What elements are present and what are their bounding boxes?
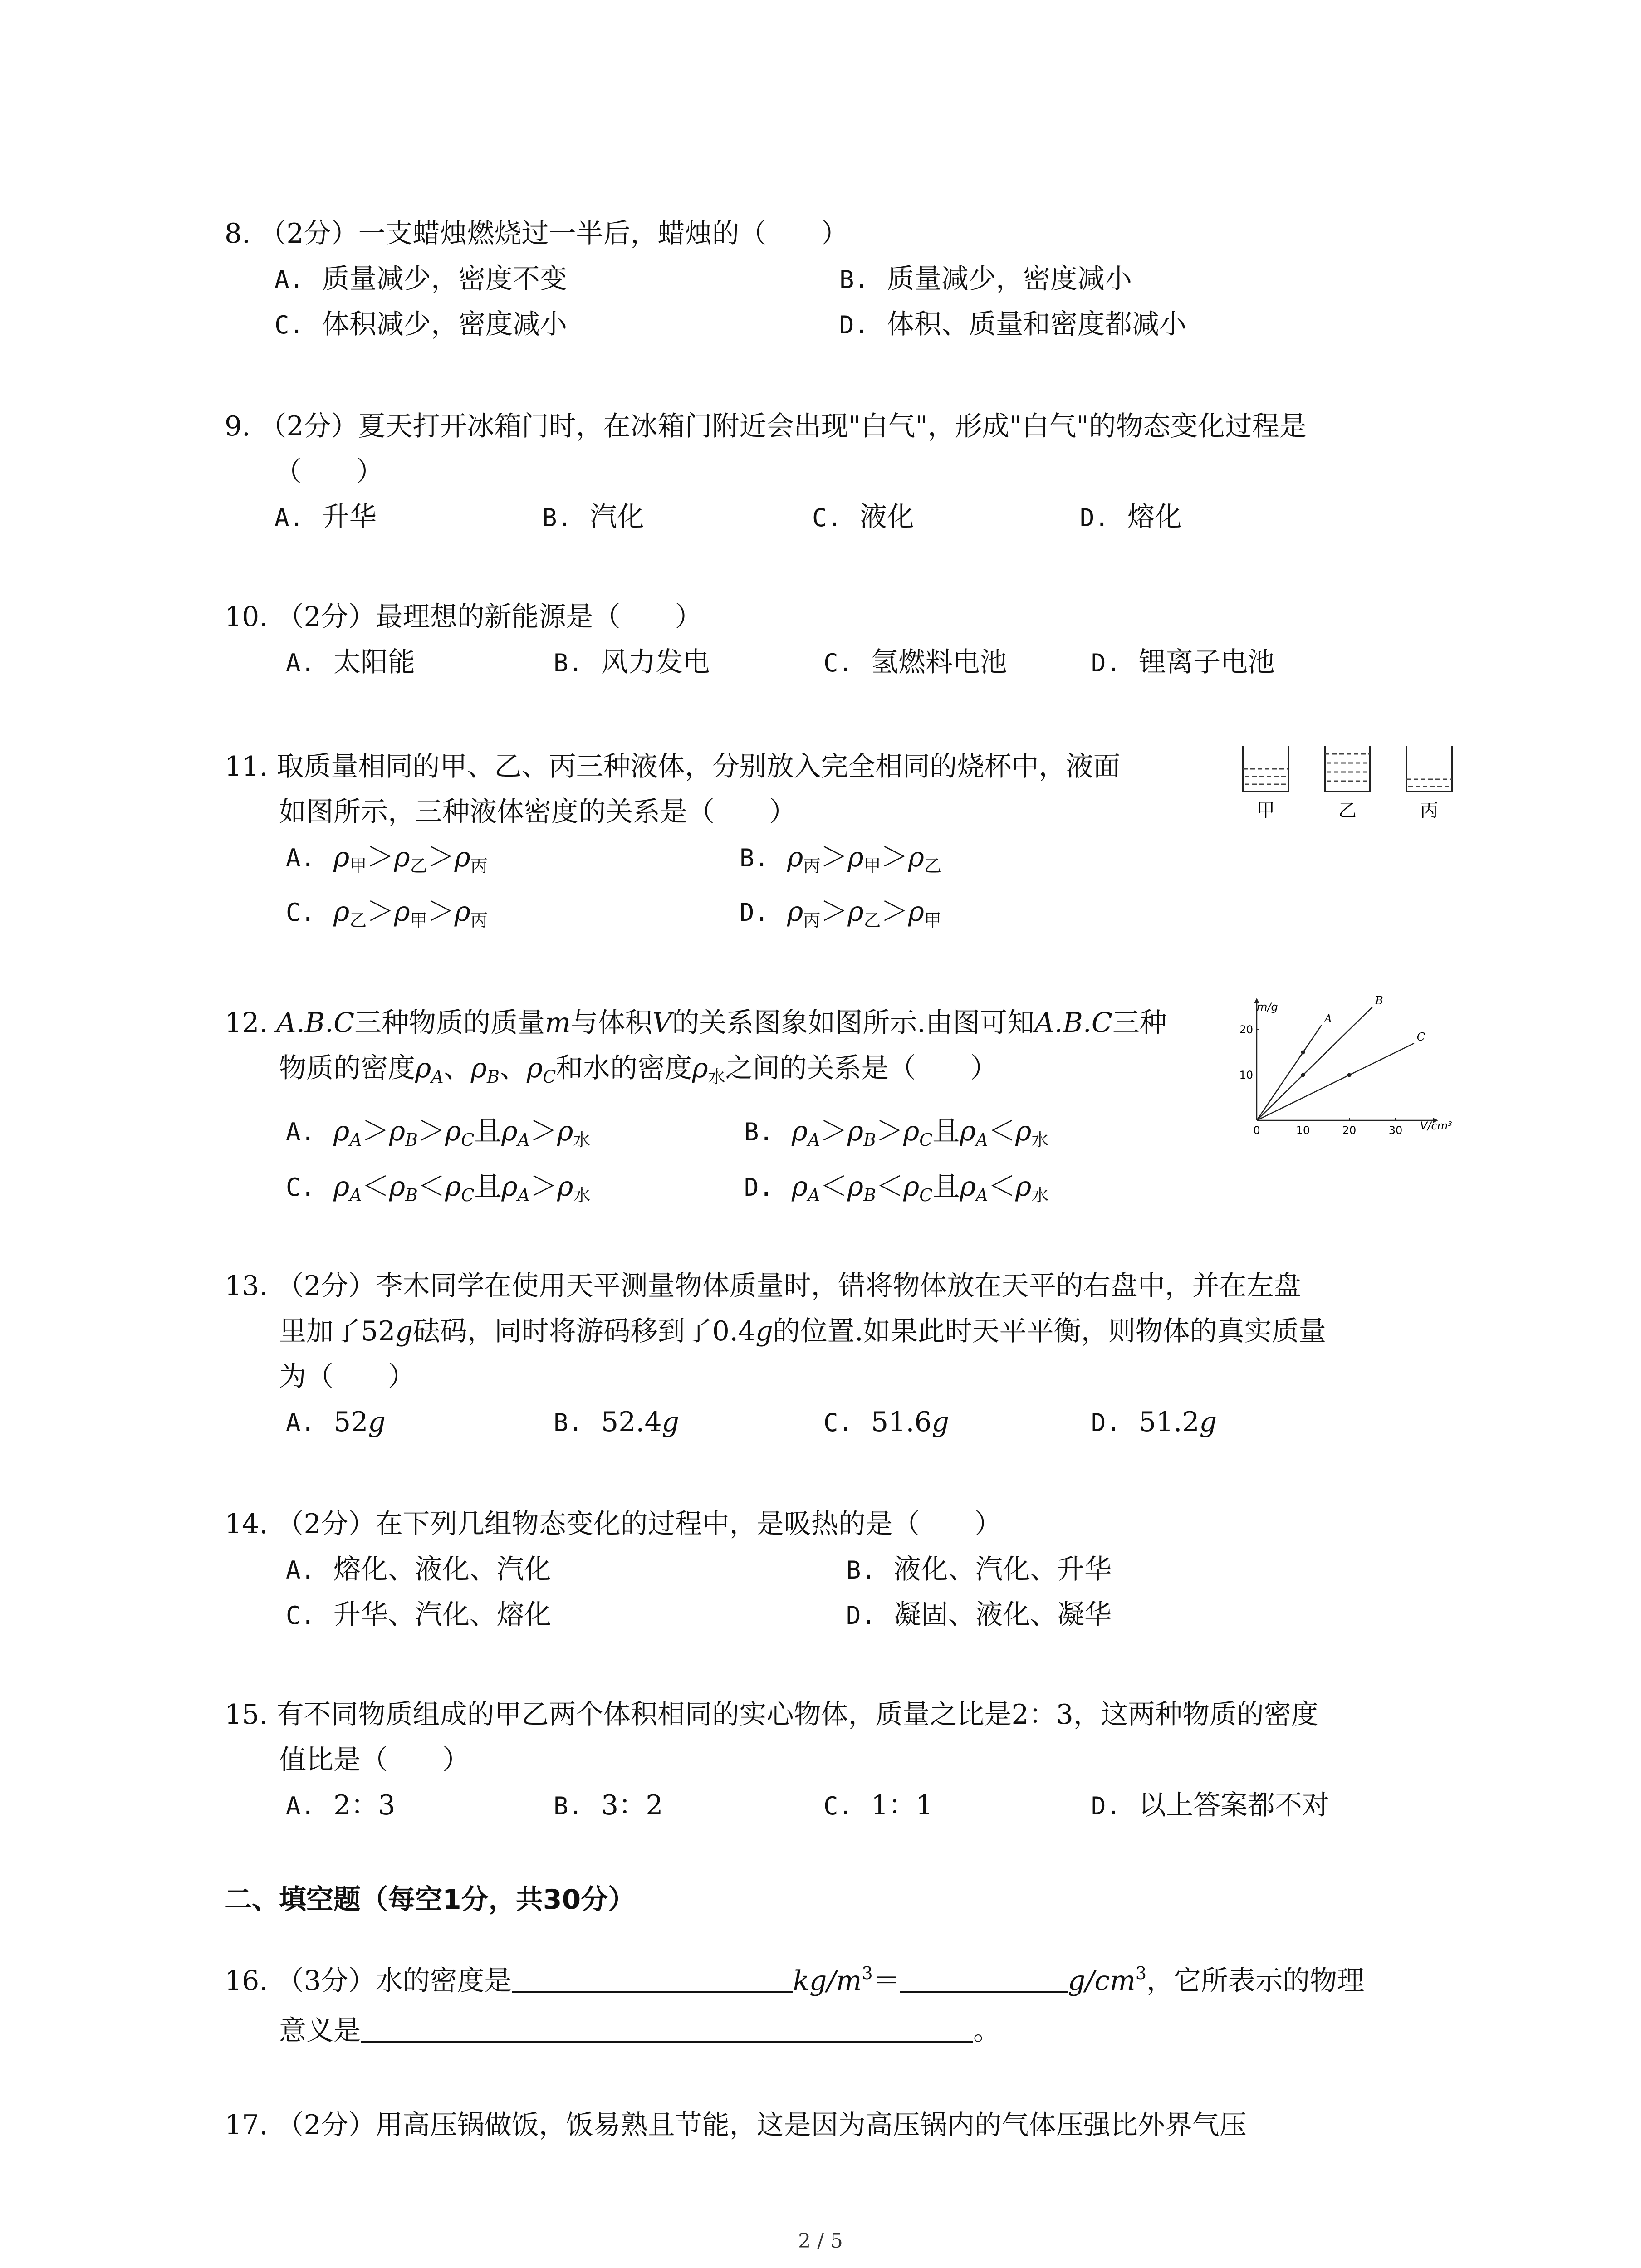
page-number: 2 / 5 [798, 2229, 843, 2253]
q8-option-d[interactable]: D. 体积、质量和密度都减小 [839, 308, 1187, 340]
question-14-options-row2 [225, 1592, 1468, 1637]
series-point-c [1347, 1073, 1352, 1077]
section-title-fill-in: 二、填空题（每空1分，共30分） [225, 1884, 636, 1916]
question-8-options-row2 [225, 302, 1468, 347]
question-13-stem: 13. （2分）李木同学在使用天平测量物体质量时，错将物体放在天平的右盘中，并在左盘 [225, 1270, 1301, 1302]
series-point-b [1301, 1073, 1305, 1077]
question-8-options-row1 [225, 256, 1468, 302]
question-9-options [225, 494, 1468, 540]
q10-option-d[interactable]: D. 锂离子电池 [1091, 646, 1275, 678]
series-label-b: B [1375, 994, 1383, 1007]
q8-option-a[interactable]: A. 质量减少，密度不变 [274, 263, 568, 295]
question-9 [225, 404, 1468, 540]
question-9-stem-line2: （ ） [274, 456, 383, 488]
q13-option-b[interactable]: B. 52.4g [554, 1406, 680, 1438]
q15-option-a[interactable]: A. 2：3 [286, 1789, 396, 1821]
question-13-stem-line2: 里加了52g砝码，同时将游码移到了0.4g的位置.如果此时天平平衡，则物体的真实质量 [279, 1315, 1326, 1347]
question-15-stem: 15. 有不同物质组成的甲乙两个体积相同的实心物体，质量之比是2：3，这两种物质的密度 [225, 1699, 1318, 1730]
q16-blank-3[interactable] [361, 2014, 973, 2043]
question-12-options-row2 [225, 1164, 1468, 1209]
question-17 [225, 2102, 1468, 2148]
question-13 [225, 1263, 1468, 1445]
beakers-figure [1239, 744, 1465, 821]
question-8 [225, 211, 1468, 347]
question-14-stem: 14. （2分）在下列几组物态变化的过程中，是吸热的是（ ） [225, 1508, 1002, 1540]
q15-option-c[interactable]: C. 1：1 [823, 1789, 933, 1821]
q14-option-c[interactable]: C. 升华、汽化、熔化 [286, 1599, 552, 1631]
question-11-options-row2 [225, 889, 1468, 934]
question-10 [225, 594, 1468, 685]
q8-option-b[interactable]: B. 质量减少，密度减小 [839, 263, 1132, 295]
question-9-stem: 9. （2分）夏天打开冰箱门时，在冰箱门附近会出现"白气"，形成"白气"的物态变化过程是 [225, 411, 1307, 442]
q10-option-c[interactable]: C. 氢燃料电池 [823, 646, 1008, 678]
question-13-options [225, 1399, 1468, 1445]
question-15 [225, 1692, 1468, 1828]
q14-option-b[interactable]: B. 液化、汽化、升华 [846, 1554, 1112, 1585]
question-12-stem-line2: 物质的密度$\rho_A$、$\rho_B$、$\rho_C$和水的密度$\rho_水$之间的关系是（ ） [279, 1052, 998, 1087]
x-tick-label: 10 [1296, 1124, 1310, 1137]
q12-option-a[interactable]: A. $\rho_A>\rho_B>\rho_C$且$\rho_A>\rho_水$ [286, 1115, 591, 1150]
q16-blank-1[interactable] [512, 1964, 793, 1993]
question-11-stem-line2: 如图所示，三种液体密度的关系是（ ） [279, 796, 796, 828]
series-line-c [1257, 1043, 1414, 1120]
question-17-stem: 17. （2分）用高压锅做饭，饭易熟且节能，这是因为高压锅内的气体压强比外界气压 [225, 2109, 1247, 2141]
question-8-stem: 8. （2分）一支蜡烛燃烧过一半后，蜡烛的（ ） [225, 218, 848, 249]
question-12-stem: 12. A.B.C三种物质的质量m与体积V的关系图象如图所示.由图可知A.B.C三种 [225, 1007, 1167, 1039]
q11-option-d[interactable]: D. $\rho_丙>\rho_乙>\rho_甲$ [740, 896, 941, 930]
question-10-stem: 10. （2分）最理想的新能源是（ ） [225, 601, 702, 633]
question-15-options [225, 1783, 1468, 1828]
beaker-bing [1406, 746, 1452, 821]
mass-volume-graph [1239, 993, 1461, 1143]
q16-blank-2[interactable] [900, 1964, 1068, 1993]
q13-option-c[interactable]: C. 51.6g [823, 1406, 950, 1438]
question-14-options-row1 [225, 1547, 1468, 1592]
question-11-stem: 11. 取质量相同的甲、乙、丙三种液体，分别放入完全相同的烧杯中，液面 [225, 751, 1121, 782]
question-16-stem: 16. （3分）水的密度是 $kg/m^3= g/cm^3$，它所表示的物理 [225, 1963, 1365, 1997]
series-line-a [1257, 1025, 1322, 1120]
x-tick-label: 0 [1253, 1124, 1260, 1137]
beaker-jia [1243, 746, 1288, 821]
question-16 [225, 1950, 1468, 2053]
q9-option-c[interactable]: C. 液化 [812, 501, 915, 533]
q9-option-b[interactable]: B. 汽化 [542, 501, 645, 533]
q11-option-c[interactable]: C. $\rho_乙>\rho_甲>\rho_丙$ [286, 896, 488, 930]
beaker-label-yi: 乙 [1338, 800, 1357, 821]
q13-option-a[interactable]: A. 52g [286, 1406, 386, 1438]
q13-option-d[interactable]: D. 51.2g [1091, 1406, 1217, 1438]
q14-option-a[interactable]: A. 熔化、液化、汽化 [286, 1554, 552, 1585]
q10-option-a[interactable]: A. 太阳能 [286, 646, 416, 678]
beaker-yi [1325, 746, 1370, 821]
question-13-stem-line3: 为（ ） [279, 1361, 415, 1393]
question-15-stem-line2: 值比是（ ） [279, 1744, 470, 1776]
q12-option-d[interactable]: D. $\rho_A<\rho_B<\rho_C$且$\rho_A<\rho_水$ [744, 1171, 1049, 1205]
q9-option-a[interactable]: A. 升华 [274, 501, 377, 533]
question-16-stem-line2: 意义是 。 [225, 2008, 1468, 2053]
q11-option-a[interactable]: A. $\rho_甲>\rho_乙>\rho_丙$ [286, 841, 488, 876]
y-tick-label: 20 [1239, 1023, 1253, 1036]
question-14 [225, 1501, 1468, 1637]
q15-option-b[interactable]: B. 3：2 [554, 1789, 663, 1821]
q12-option-b[interactable]: B. $\rho_A>\rho_B>\rho_C$且$\rho_A<\rho_水$ [744, 1115, 1049, 1150]
x-tick-label: 30 [1388, 1124, 1403, 1137]
q8-option-c[interactable]: C. 体积减少，密度减小 [274, 308, 568, 340]
q9-option-d[interactable]: D. 熔化 [1080, 501, 1182, 533]
question-10-options [225, 640, 1468, 685]
series-label-c: C [1416, 1031, 1425, 1043]
y-axis-label: m/g [1257, 1001, 1278, 1013]
x-tick-label: 20 [1342, 1124, 1357, 1137]
x-axis-label: V/cm³ [1420, 1119, 1452, 1132]
beaker-label-bing: 丙 [1420, 800, 1438, 821]
beaker-label-jia: 甲 [1257, 800, 1275, 821]
q12-option-c[interactable]: C. $\rho_A<\rho_B<\rho_C$且$\rho_A>\rho_水$ [286, 1171, 591, 1205]
q10-option-b[interactable]: B. 风力发电 [554, 646, 710, 678]
y-tick-label: 10 [1239, 1069, 1253, 1081]
q14-option-d[interactable]: D. 凝固、液化、凝华 [846, 1599, 1112, 1631]
question-11-options-row1 [225, 835, 1468, 880]
series-point-a [1301, 1051, 1305, 1055]
q11-option-b[interactable]: B. $\rho_丙>\rho_甲>\rho_乙$ [740, 841, 941, 876]
q15-option-d[interactable]: D. 以上答案都不对 [1091, 1789, 1330, 1821]
series-label-a: A [1324, 1012, 1332, 1025]
series-line-b [1257, 1007, 1372, 1120]
